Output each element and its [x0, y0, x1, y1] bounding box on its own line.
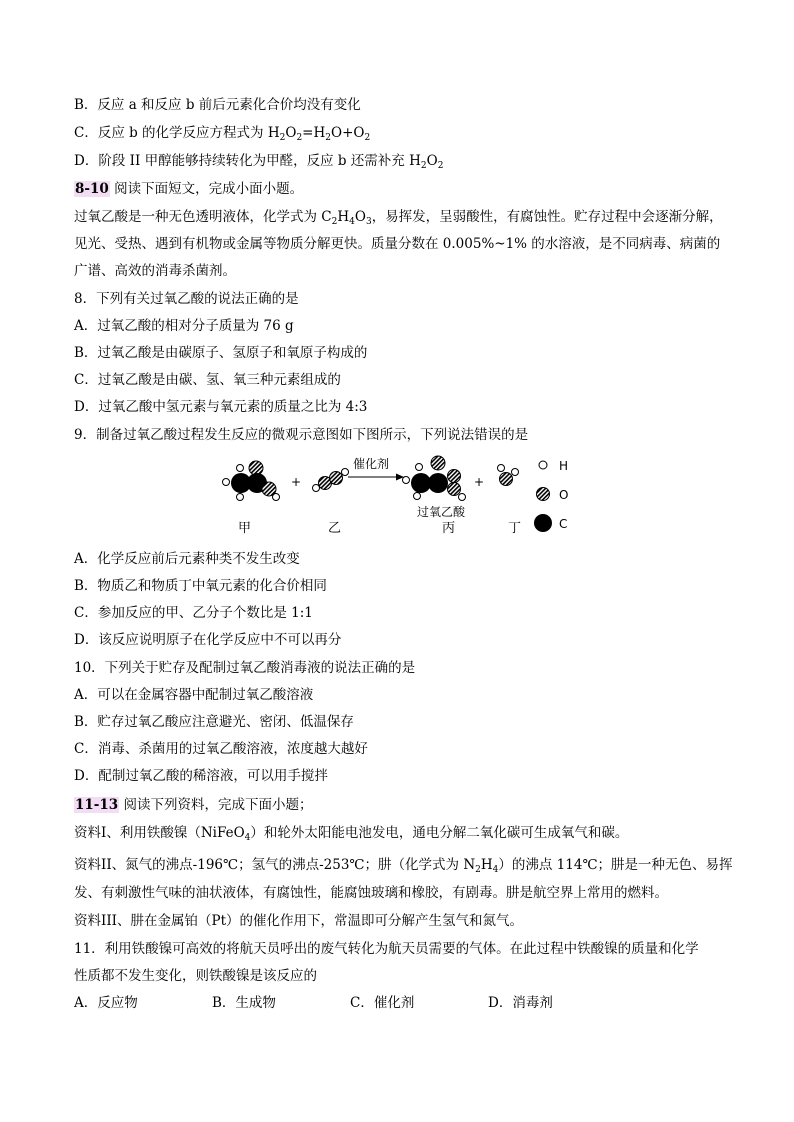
plus-sign: +	[290, 475, 302, 489]
molecule-ding	[498, 465, 519, 486]
q7-option-c: C．反应 b 的化学反应方程式为 $H_2O_2=H_2O+O_2$	[74, 125, 371, 143]
group-11-13-heading: 11-13 阅读下列资料，完成下面小题；	[75, 797, 313, 813]
q7-option-d: D．阶段 II 甲醇能够持续转化为甲醛，反应 b 还需补充 $H_2O_2$	[74, 153, 444, 171]
group-8-10-heading: 8-10 阅读下面短文，完成小面小题。	[75, 181, 304, 197]
plus-sign: +	[473, 475, 485, 489]
q11-stem-line-2: 性质都不发生变化，则铁酸镍是该反应的	[74, 968, 317, 984]
q8-option-c: C．过氧乙酸是由碳、氢、氧三种元素组成的	[74, 372, 341, 388]
q10-option-b: B．贮存过氧乙酸应注意避光、密闭、低温保存	[74, 714, 354, 730]
material-3: 资料III、肼在金属铂（Pt）的催化作用下，常温即可分解产生氢气和氮气。	[74, 913, 524, 929]
reaction-diagram	[216, 452, 586, 544]
q9-option-c: C．参加反应的甲、乙分子个数比是 1:1	[74, 605, 313, 621]
molecule-jia	[223, 461, 280, 501]
q10-stem: 10．下列关于贮存及配制过氧乙酸消毒液的说法正确的是	[74, 660, 416, 676]
q9-option-d: D．该反应说明原子在化学反应中不可以再分	[74, 632, 342, 648]
legend-c: C	[559, 517, 568, 531]
label-bing: 丙	[442, 521, 456, 536]
q11-option-d: D．消毒剂	[488, 995, 553, 1011]
material-2: 资料II、氮气的沸点-196℃；氢气的沸点-253℃；肼（化学式为 $N_2H_4$）的沸点 114℃；肼是一种无色、易挥	[74, 857, 733, 875]
q9-option-a: A．化学反应前后元素种类不发生改变	[74, 551, 300, 567]
legend-h: H	[559, 459, 569, 473]
q11-option-c: C．催化剂	[350, 995, 415, 1011]
group-tag: 8-10	[75, 181, 109, 197]
q11-option-b: B．生成物	[212, 995, 276, 1011]
group-tag: 11-13	[75, 797, 119, 813]
atom-legend	[534, 459, 568, 532]
q11-stem-line-1: 11．利用铁酸镍可高效的将航天员呼出的废气转化为航天员需要的气体。在此过程中铁酸镍的质量和化学	[74, 941, 699, 957]
label-yi: 乙	[328, 521, 342, 536]
q10-option-a: A．可以在金属容器中配制过氧乙酸溶液	[74, 687, 314, 703]
material-1: 资料I、利用铁酸镍（NiFeO$_4$）和轮外太阳能电池发电，通电分解二氧化碳可生成氧气和碳。	[74, 825, 629, 843]
catalyst-label: 催化剂	[352, 457, 390, 471]
passage-line-3: 广谱、高效的消毒杀菌剂。	[74, 263, 236, 279]
passage-line-2: 见光、受热、遇到有机物或金属等物质分解更快。质量分数在 0.005%~1% 的水溶液，是不同病毒、病菌的	[74, 236, 721, 252]
material-2-continued: 发、有刺激性气味的油状液体，有腐蚀性，能腐蚀玻璃和橡胶，有剧毒。肼是航空界上常用的燃料。	[74, 885, 668, 901]
q10-option-c: C．消毒、杀菌用的过氧乙酸溶液，浓度越大越好	[74, 741, 368, 757]
q7-option-b: B．反应 a 和反应 b 前后元素化合价均没有变化	[74, 97, 361, 113]
q8-option-d: D．过氧乙酸中氢元素与氧元素的质量之比为 4:3	[74, 399, 368, 415]
label-jia: 甲	[238, 521, 252, 536]
q8-option-a: A．过氧乙酸的相对分子质量为 76 g	[74, 318, 294, 334]
q8-stem: 8．下列有关过氧乙酸的说法正确的是	[74, 291, 299, 307]
q10-option-d: D．配制过氧乙酸的稀溶液，可以用手搅拌	[74, 768, 328, 784]
q9-stem: 9．制备过氧乙酸过程发生反应的微观示意图如下图所示，下列说法错误的是	[74, 427, 529, 443]
label-ding: 丁	[508, 521, 522, 536]
passage-line-1: 过氧乙酸是一种无色透明液体，化学式为 $C_2H_4O_3$，易挥发，呈弱酸性，有腐蚀性。贮存过程中会逐渐分解，	[74, 209, 723, 227]
q11-option-a: A．反应物	[74, 995, 138, 1011]
molecule-yi	[313, 469, 349, 492]
legend-o: O	[559, 488, 569, 502]
q11-options	[74, 994, 626, 1012]
product-name-label: 过氧乙酸	[417, 505, 466, 519]
q8-option-b: B．过氧乙酸是由碳原子、氢原子和氧原子构成的	[74, 345, 368, 361]
molecule-bing	[403, 456, 466, 501]
q9-option-b: B．物质乙和物质丁中氧元素的化合价相同	[74, 578, 327, 594]
